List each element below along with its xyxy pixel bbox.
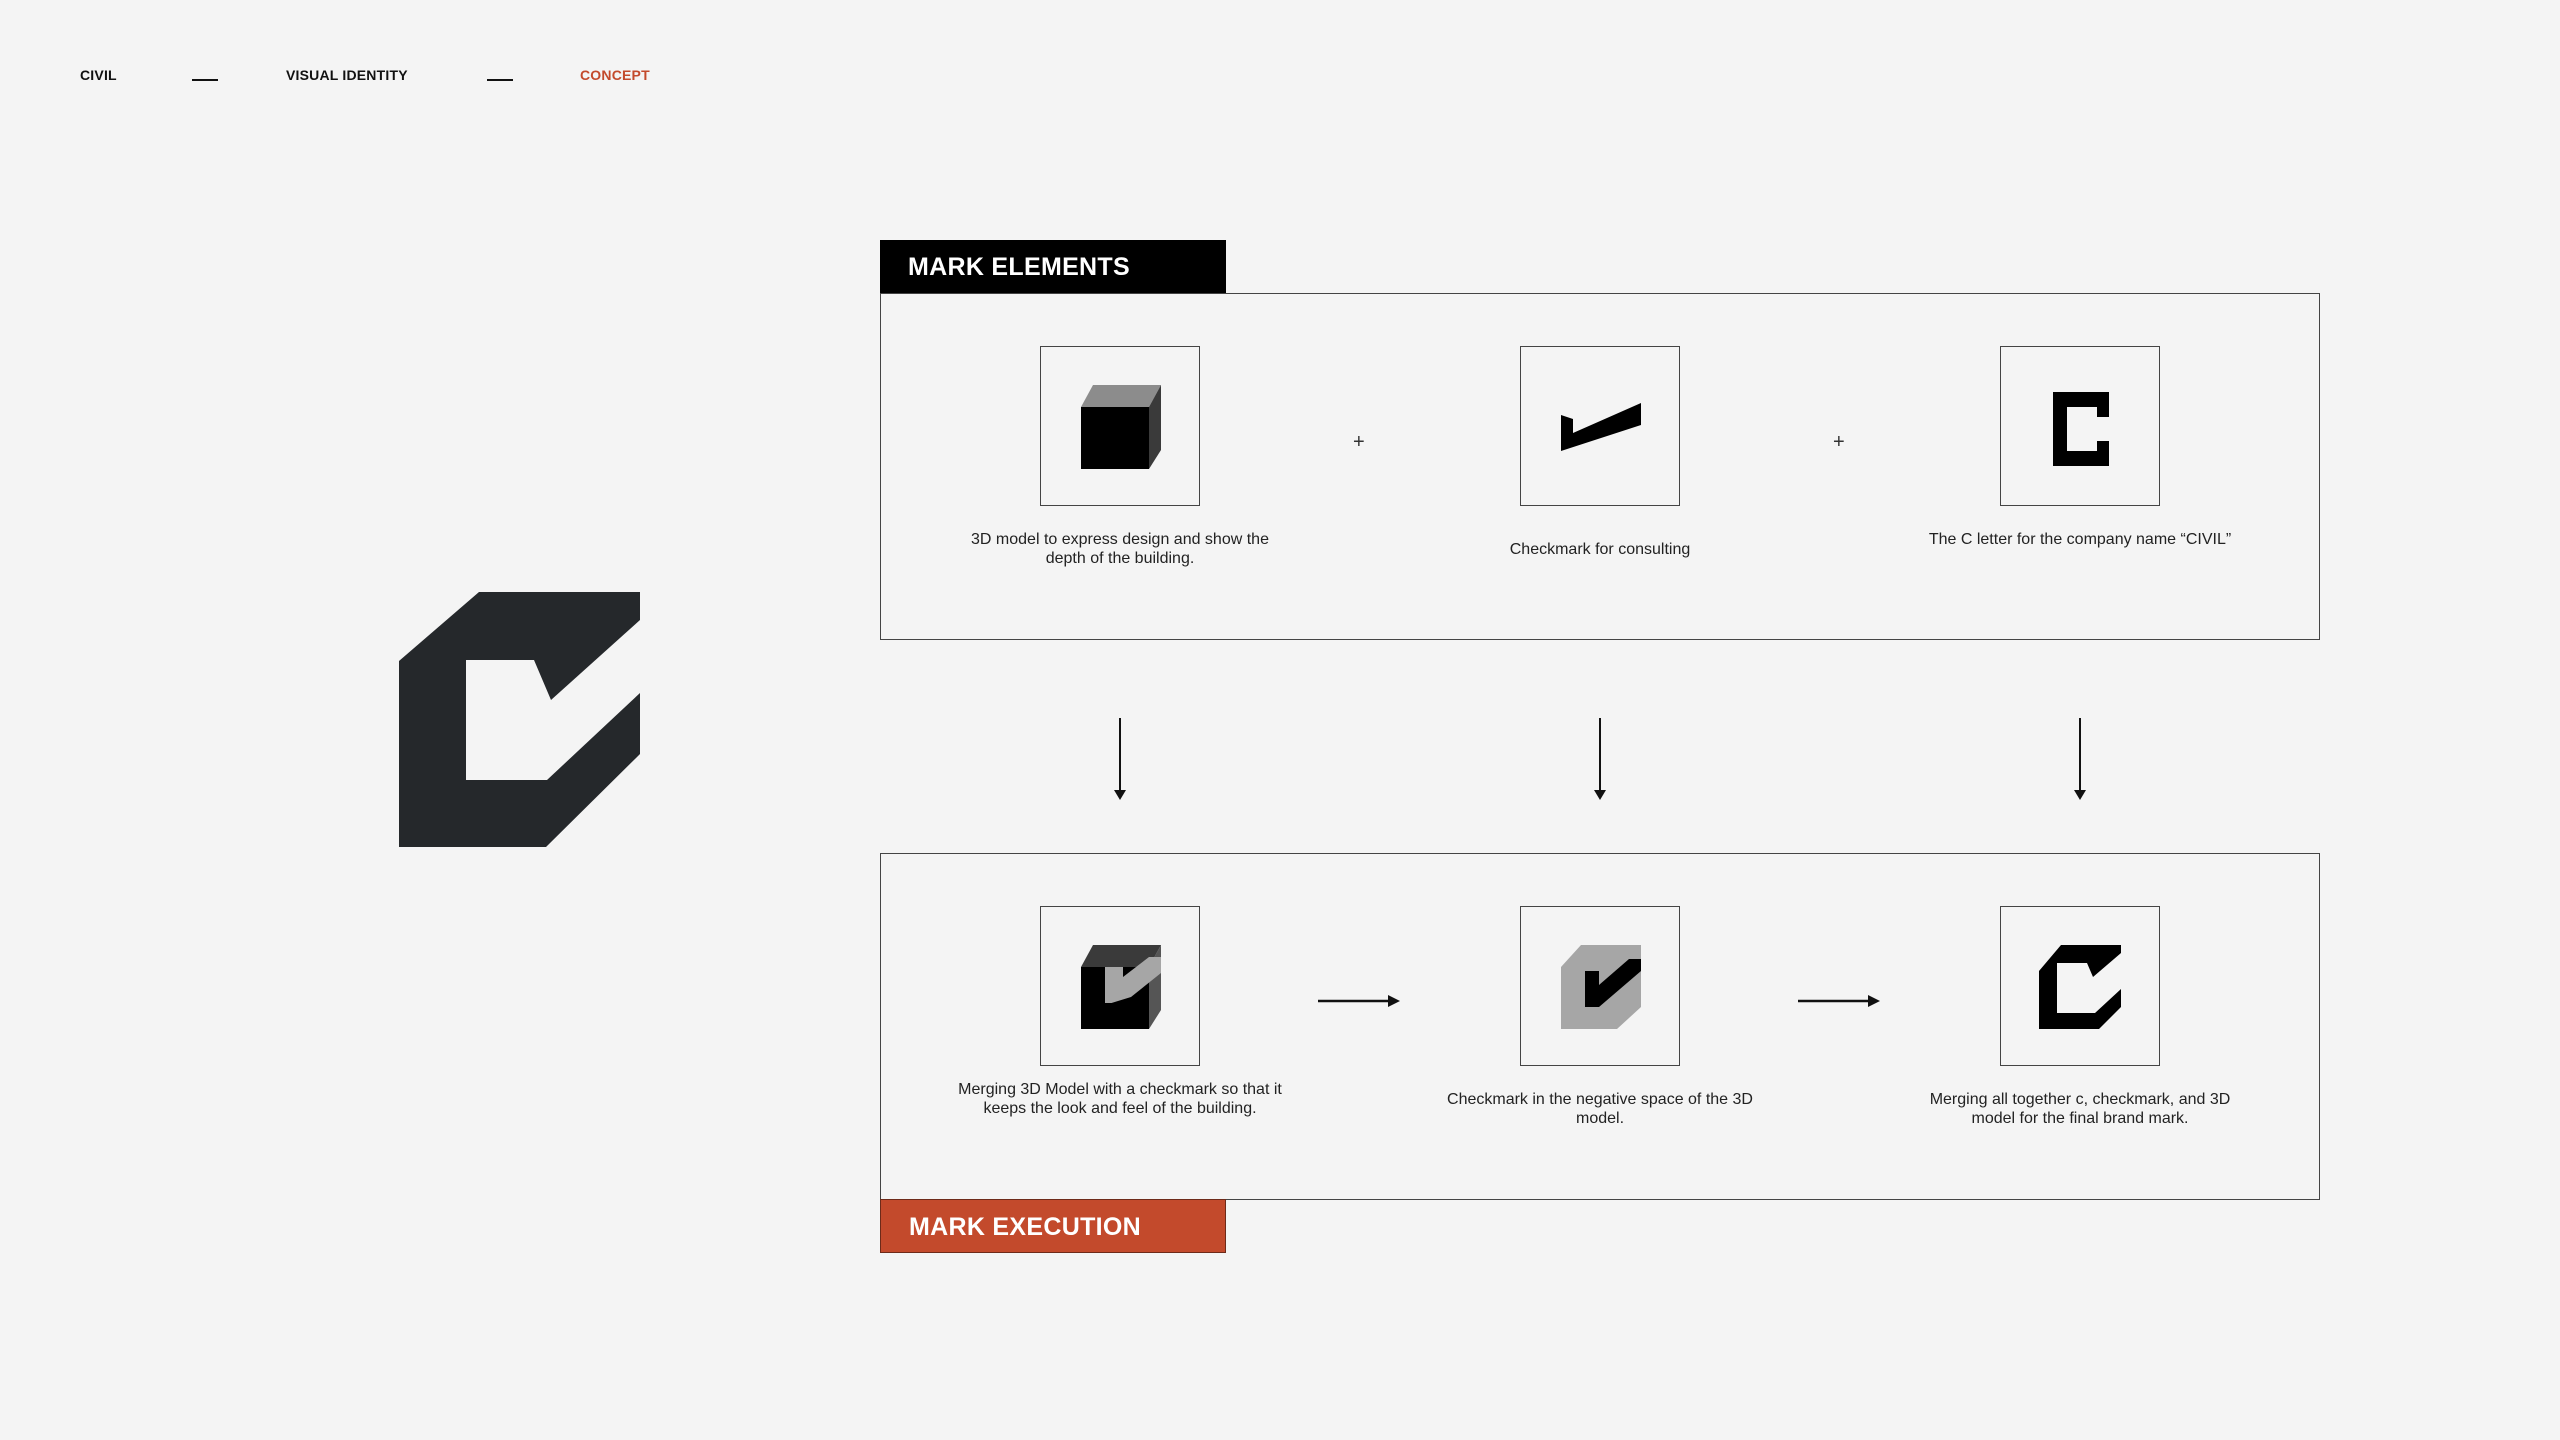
checkmark-negative-space-icon [1520, 906, 1680, 1066]
brand-logo [399, 592, 640, 847]
final-mark-caption: Merging all together c, checkmark, and 3D model for the final brand mark. [1929, 1091, 2231, 1127]
nav-visual-identity[interactable]: VISUAL IDENTITY [286, 67, 408, 83]
mark-elements-title: MARK ELEMENTS [880, 240, 1226, 294]
nav-divider [192, 79, 218, 81]
final-brand-mark-icon [2000, 906, 2160, 1066]
c-letter-icon [2000, 346, 2160, 506]
checkmark-icon [1520, 346, 1680, 506]
down-arrow-icon [2070, 718, 2090, 802]
cube-icon [1040, 346, 1200, 506]
right-arrow-icon [1798, 992, 1882, 1010]
down-arrow-icon [1590, 718, 1610, 802]
checkmark-caption: Checkmark for consulting [1509, 541, 1691, 558]
cube-caption: 3D model to express design and show the depth of the building. [971, 531, 1269, 567]
right-arrow-icon [1318, 992, 1402, 1010]
plus-icon: + [1353, 431, 1365, 453]
nav-brand[interactable]: CIVIL [80, 67, 117, 83]
down-arrow-icon [1110, 718, 1130, 802]
c-letter-caption: The C letter for the company name “CIVIL” [1928, 531, 2232, 548]
nav-concept[interactable]: CONCEPT [580, 67, 650, 83]
mark-execution-title: MARK EXECUTION [880, 1199, 1226, 1253]
plus-icon: + [1833, 431, 1845, 453]
cube-checkmark-merge-icon [1040, 906, 1200, 1066]
negative-space-caption: Checkmark in the negative space of the 3D model. [1447, 1091, 1753, 1127]
merge-caption: Merging 3D Model with a checkmark so that it keeps the look and feel of the building. [958, 1081, 1282, 1117]
nav-divider [487, 79, 513, 81]
